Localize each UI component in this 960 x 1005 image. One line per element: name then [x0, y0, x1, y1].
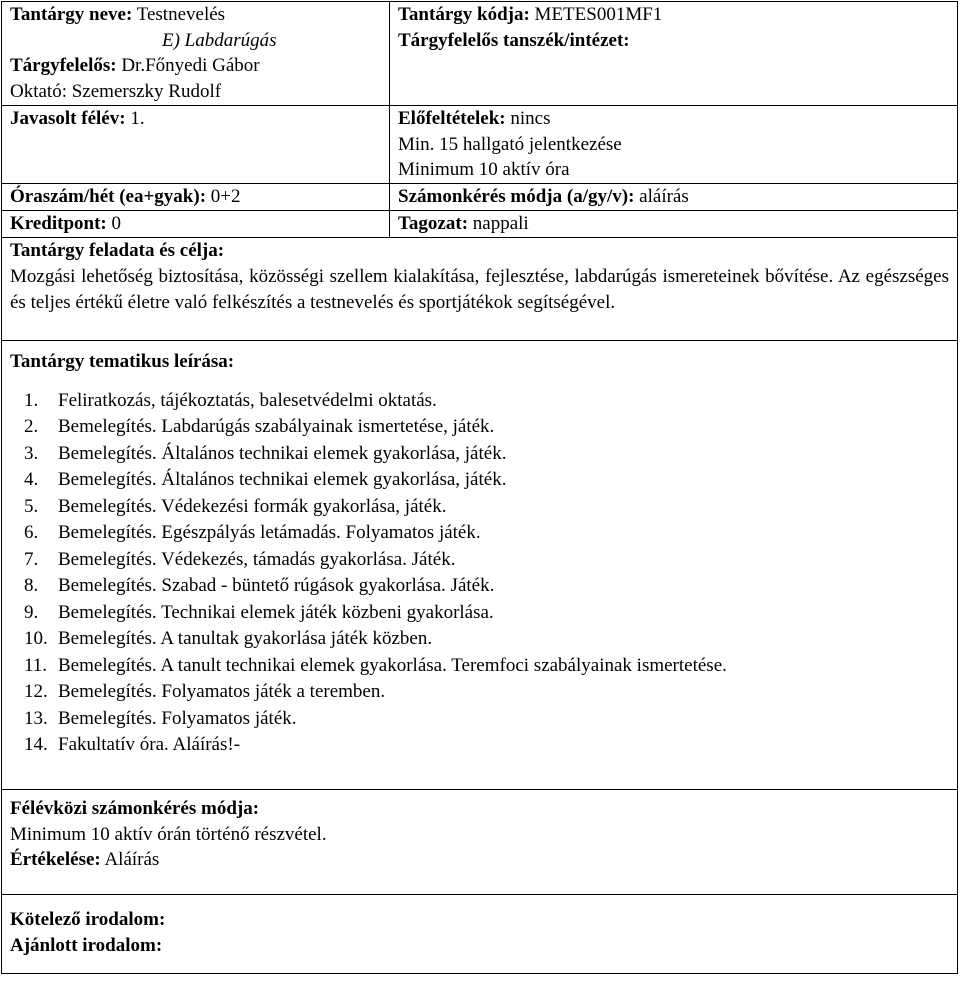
topic-item: [10, 467, 949, 494]
mode-value: nappali: [472, 213, 529, 234]
topics-label: Tantárgy tematikus leírása:: [10, 351, 235, 372]
prerequisites-label: Előfeltételek:: [398, 108, 506, 129]
topic-number: 6.: [24, 522, 39, 543]
subject-row: [2, 2, 958, 106]
topic-text: Bemelegítés. Labdarúgás szabályainak ismertetése, játék.: [58, 416, 495, 437]
hours-value: 0+2: [210, 186, 241, 207]
topic-text: Bemelegítés. Védekezés, támadás gyakorlása. Játék.: [58, 548, 456, 570]
goal-label: Tantárgy feladata és célja:: [10, 240, 225, 261]
exam-label: Számonkérés módja (a/gy/v):: [398, 186, 635, 207]
semester-cell: [2, 106, 390, 184]
subject-name-label: Tantárgy neve:: [10, 4, 133, 25]
topic-number: 8.: [24, 575, 39, 596]
prerequisites-cell: [390, 106, 958, 184]
subject-cell: [2, 2, 390, 106]
topic-item: [10, 600, 949, 627]
topic-item: [10, 706, 949, 733]
topic-item: [10, 441, 949, 468]
topic-list: [10, 388, 949, 759]
topic-number: 2.: [24, 416, 39, 437]
teacher: Oktató: Szemerszky Rudolf: [10, 80, 222, 102]
topic-text: Fakultatív óra. Aláírás!-: [58, 734, 241, 755]
exam-value: aláírás: [639, 186, 689, 207]
topic-number: 12.: [24, 681, 48, 702]
topic-text: Bemelegítés. Egészpályás letámadás. Folyamatos játék.: [58, 522, 481, 543]
credits-label: Kreditpont:: [10, 213, 107, 234]
code-cell: [390, 2, 958, 106]
topic-item: [10, 573, 949, 600]
prerequisites-min-students: Min. 15 hallgató jelentkezése: [398, 133, 622, 155]
department-label: Tárgyfelelős tanszék/intézet:: [398, 29, 630, 51]
topic-item: [10, 679, 949, 706]
credits-cell: [2, 211, 390, 238]
semester-row: [2, 106, 958, 184]
exam-cell: [390, 184, 958, 211]
hours-cell: [2, 184, 390, 211]
goal-text: Mozgási lehetőség biztosítása, közösségi szellem kialakítása, fejlesztése, labdarúgás ismereteinek bővítése. Az egészséges és teljes értékű életre való felkészítés a testnevelés és sportjátékok segítségével.: [10, 265, 949, 313]
literature-cell: [2, 895, 958, 974]
responsible-label: Tárgyfelelős:: [10, 55, 117, 76]
topic-text: Bemelegítés. Technikai elemek játék közbeni gyakorlása.: [58, 601, 494, 623]
prerequisites-value: nincs: [510, 108, 551, 129]
semester-value: 1.: [130, 108, 145, 129]
topic-number: 7.: [24, 548, 39, 570]
topic-text: Bemelegítés. Folyamatos játék a teremben.: [58, 681, 386, 702]
course-table: [1, 1, 958, 974]
topic-item: [10, 414, 949, 441]
topics-row: [2, 341, 958, 790]
subject-name: Testnevelés: [136, 4, 226, 25]
evaluation-value: Aláírás: [104, 849, 160, 870]
topic-number: 4.: [24, 469, 39, 490]
topic-item: [10, 388, 949, 415]
assessment-label: Félévközi számonkérés módja:: [10, 798, 260, 819]
semester-label: Javasolt félév:: [10, 108, 126, 129]
hours-label: Óraszám/hét (ea+gyak):: [10, 186, 207, 207]
topic-text: Bemelegítés. Általános technikai elemek gyakorlása, játék.: [58, 442, 507, 464]
topic-item: [10, 494, 949, 521]
topic-number: 10.: [24, 628, 48, 649]
topic-text: Bemelegítés. Általános technikai elemek gyakorlása, játék.: [58, 469, 507, 490]
recommended-literature-label: Ajánlott irodalom:: [10, 934, 163, 956]
topic-number: 11.: [24, 654, 48, 676]
topic-number: 14.: [24, 734, 48, 755]
topics-cell: [2, 341, 958, 790]
topic-text: Bemelegítés. Folyamatos játék.: [58, 707, 297, 729]
topic-number: 3.: [24, 442, 39, 464]
mode-label: Tagozat:: [398, 213, 469, 234]
topic-text: Bemelegítés. Védekezési formák gyakorlása, játék.: [58, 495, 447, 517]
credits-row: [2, 211, 958, 238]
topic-item: [10, 547, 949, 574]
subject-subname: E) Labdarúgás: [162, 29, 277, 51]
responsible-name: Dr.Főnyedi Gábor: [121, 55, 260, 76]
assessment-row: [2, 790, 958, 895]
credits-value: 0: [111, 213, 122, 234]
topic-text: Bemelegítés. A tanult technikai elemek gyakorlása. Teremfoci szabályainak ismertetése.: [58, 654, 727, 676]
topic-number: 5.: [24, 495, 39, 517]
assessment-cell: [2, 790, 958, 895]
assessment-text: Minimum 10 aktív órán történő részvétel.: [10, 823, 327, 845]
topic-number: 13.: [24, 707, 48, 729]
topic-text: Feliratkozás, tájékoztatás, balesetvédelmi oktatás.: [58, 389, 437, 411]
prerequisites-min-hours: Minimum 10 aktív óra: [398, 159, 570, 180]
topic-text: Bemelegítés. Szabad - büntető rúgások gyakorlása. Játék.: [58, 575, 495, 596]
topic-item: [10, 626, 949, 653]
hours-row: [2, 184, 958, 211]
evaluation-label: Értékelése:: [10, 849, 101, 870]
subject-code: METES001MF1: [534, 4, 663, 25]
topic-number: 9.: [24, 601, 39, 623]
topic-item: [10, 732, 949, 759]
literature-row: [2, 895, 958, 974]
goal-cell: [2, 238, 958, 341]
topic-item: [10, 520, 949, 547]
mode-cell: [390, 211, 958, 238]
topic-number: 1.: [24, 389, 39, 411]
topic-text: Bemelegítés. A tanultak gyakorlása játék közben.: [58, 628, 433, 649]
required-literature-label: Kötelező irodalom:: [10, 909, 166, 930]
code-label: Tantárgy kódja:: [398, 4, 530, 25]
topic-item: [10, 653, 949, 680]
goal-row: [2, 238, 958, 341]
